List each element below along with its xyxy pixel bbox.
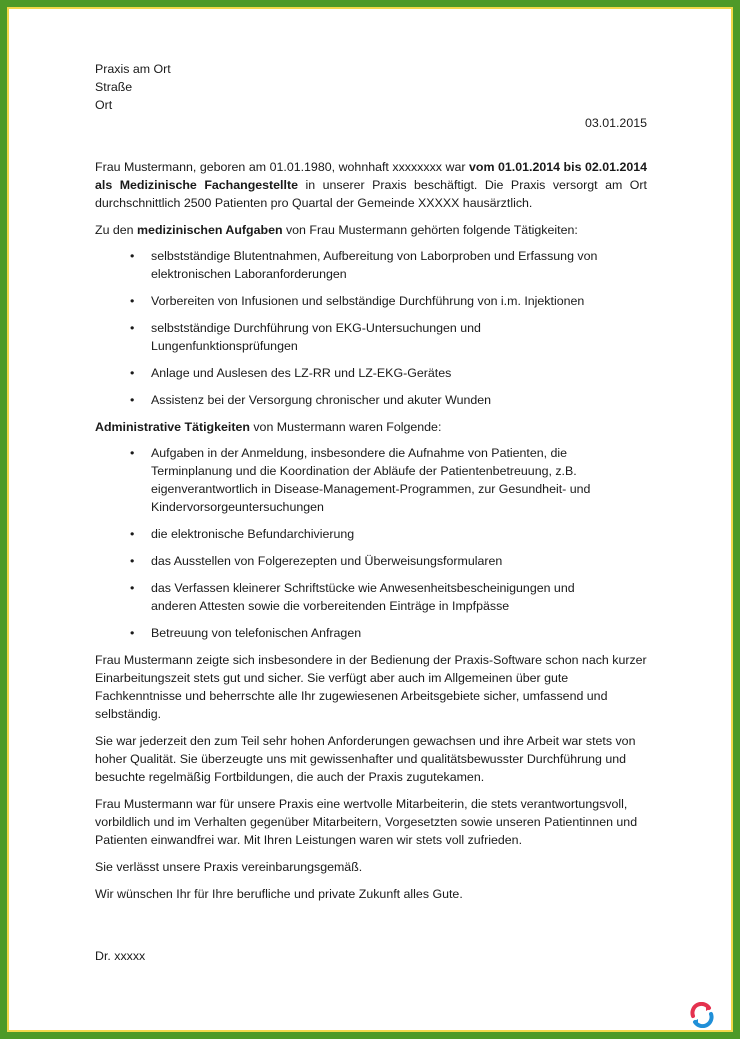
bullet-icon: • [130, 249, 135, 263]
bullet-icon: • [130, 527, 135, 541]
bullet-icon: • [130, 366, 135, 380]
sender-name: Praxis am Ort [95, 62, 171, 76]
paragraph-wishes: Wir wünschen Ihr für Ihre berufliche und private Zukunft alles Gute. [95, 887, 463, 901]
admin-lead-bold: Administrative Tätigkeiten [95, 420, 250, 434]
medical-lead-post: von Frau Mustermann gehörten folgende Tätigkeiten: [282, 223, 578, 237]
paragraph-quality: Sie war jederzeit den zum Teil sehr hohen Anforderungen gewachsen und ihre Arbeit war stets von hoher Qualität. Sie überzeugte uns mit gewissenhafter und qualitätsbewusster Durchführung und besuchte regelmäßig Fortbildungen, die auch der Praxis zugutekamen. [95, 734, 636, 784]
bullet-icon: • [130, 321, 135, 335]
list-item-text: selbstständige Durchführung von EKG-Untersuchungen und Lungenfunktionsprüfungen [151, 321, 481, 353]
signature: Dr. xxxxx [95, 949, 146, 963]
list-item-text: selbstständige Blutentnahmen, Aufbereitung von Laborproben und Erfassung von elektronischen Laboranforderungen [151, 249, 598, 281]
list-item-text: Aufgaben in der Anmeldung, insbesondere die Aufnahme von Patienten, die Terminplanung und die Koordination der Abläufe der Patientenbetreuung, z.B. eigenverantwortlich in Disease-Management-Programmen, zur Gesundheit- und Kindervorsorgeuntersuchungen [151, 446, 591, 514]
list-item-text: Assistenz bei der Versorgung chronischer und akuter Wunden [151, 393, 492, 407]
admin-lead-post: von Mustermann waren Folgende: [249, 420, 442, 434]
bullet-icon: • [130, 581, 135, 595]
paragraph-departure: Sie verlässt unsere Praxis vereinbarungsgemäß. [95, 860, 363, 874]
medical-lead-pre: Zu den [95, 223, 138, 237]
list-item [95, 579, 647, 615]
bullet-icon: • [130, 393, 135, 407]
medical-lead [95, 221, 647, 239]
paragraph-software-skills: Frau Mustermann zeigte sich insbesondere in der Bedienung der Praxis-Software schon nach kurzer Einarbeitungszeit stets gut und sicher. Sie verfügt aber auch im Allgemeinen über gute Fachkenntnisse und beherrschte alle Ihr zugewiesenen Arbeitsgebiete sicher, umfassend und selbständig. [95, 653, 647, 721]
list-item-text: Betreuung von telefonischen Anfragen [151, 626, 362, 640]
paragraph-conduct: Frau Mustermann war für unsere Praxis eine wertvolle Mitarbeiterin, die stets verantwortungsvoll, vorbildlich und im Verhalten gegenüber Mitarbeitern, Vorgesetzten sowie unseren Patientinnen und Patienten einwandfrei war. Mit Ihren Leistungen waren wir stets voll zufrieden. [95, 797, 638, 847]
list-item-text: das Verfassen kleinerer Schriftstücke wie Anwesenheitsbescheinigungen und anderen Attesten sowie die vorbereitenden Einträge in Impfpässe [151, 581, 575, 613]
list-item-text: Vorbereiten von Infusionen und selbständige Durchführung von i.m. Injektionen [151, 294, 585, 308]
intro-text-1: Frau Mustermann, geboren am 01.01.1980, wohnhaft xxxxxxxx war [95, 160, 469, 174]
sender-street: Straße [95, 80, 133, 94]
list-item [95, 364, 647, 382]
list-item [95, 444, 647, 516]
circular-arrows-logo-icon [689, 1002, 715, 1028]
intro-paragraph [95, 158, 647, 212]
list-item-text: das Ausstellen von Folgerezepten und Überweisungsformularen [151, 554, 503, 568]
list-item [95, 552, 647, 570]
sender-city: Ort [95, 98, 113, 112]
medical-task-list [95, 247, 647, 409]
admin-lead [95, 418, 647, 436]
letter-date: 03.01.2015 [584, 116, 647, 130]
intro-text-2: in unserer Praxis beschäftigt. Die Praxis versorgt am Ort durchschnittlich 2500 Patienten pro Quartal der Gemeinde XXXXX hausärztlich. [95, 178, 647, 210]
medical-lead-bold: medizinischen Aufgaben [137, 223, 283, 237]
intro-bold: vom 01.01.2014 bis 02.01.2014 als Medizinische Fachangestellte [95, 160, 648, 192]
bullet-icon: • [130, 554, 135, 568]
list-item [95, 525, 647, 543]
bullet-icon: • [130, 446, 135, 460]
list-item-text: Anlage und Auslesen des LZ-RR und LZ-EKG-Gerätes [151, 366, 452, 380]
admin-task-list [95, 444, 647, 642]
list-item [95, 624, 647, 642]
list-item-text: die elektronische Befundarchivierung [151, 527, 355, 541]
bullet-icon: • [130, 626, 135, 640]
list-item [95, 319, 647, 355]
list-item [95, 247, 647, 283]
list-item [95, 292, 647, 310]
list-item [95, 391, 647, 409]
bullet-icon: • [130, 294, 135, 308]
letter-body [95, 60, 647, 965]
